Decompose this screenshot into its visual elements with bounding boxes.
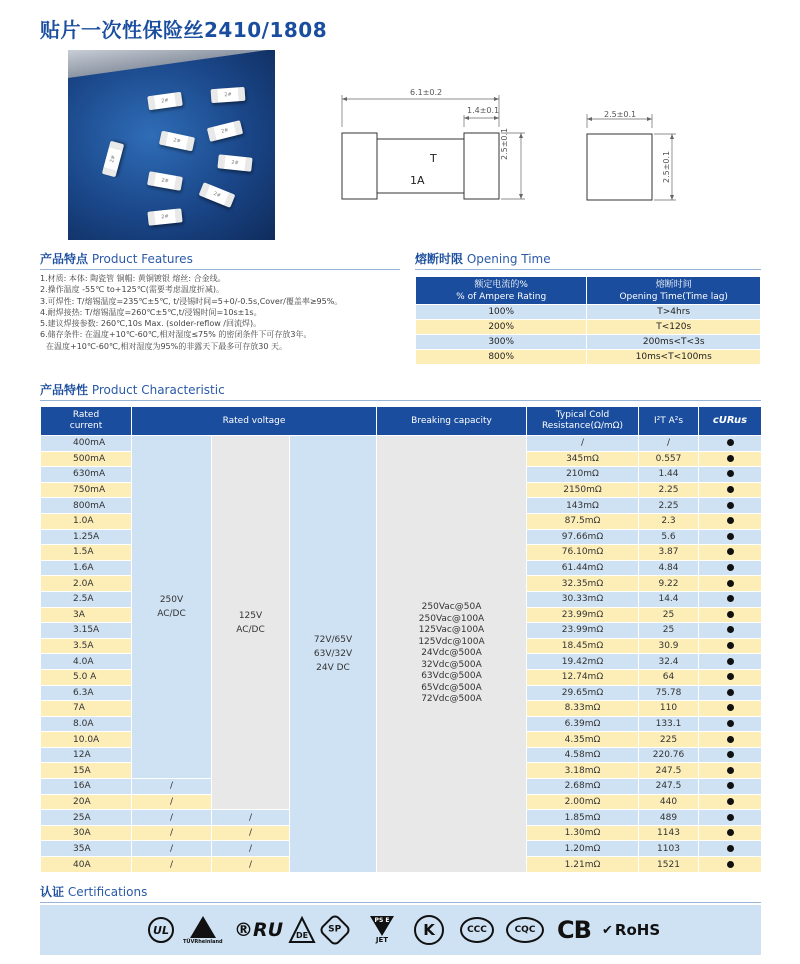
characteristic-table	[40, 406, 762, 872]
i2t-cell: 440	[639, 794, 699, 810]
approved-dot-icon	[727, 595, 734, 602]
ccc-icon: CCC	[460, 915, 494, 945]
certifications-bar	[40, 905, 761, 955]
voltage-125v-cell	[212, 436, 290, 810]
cb-icon: CB	[557, 916, 591, 944]
rated-current-cell: 15A	[41, 763, 132, 779]
opening-time: 10ms<T<100ms	[587, 350, 761, 365]
opening-row	[416, 350, 761, 365]
cold-resistance-cell: 4.35mΩ	[527, 732, 639, 748]
opening-time: T<120s	[587, 320, 761, 335]
i2t-cell: 110	[639, 701, 699, 717]
voltage-125v-na-cell: /	[212, 841, 290, 857]
cold-resistance-cell: 345mΩ	[527, 451, 639, 467]
chip-image: 2#	[147, 171, 183, 191]
i2t-cell: 2.25	[639, 482, 699, 498]
approved-dot-icon	[727, 548, 734, 555]
ul-approved-cell	[699, 810, 762, 826]
opening-percent: 800%	[416, 350, 587, 365]
jet-label: JET	[375, 936, 389, 944]
rated-current-cell: 3.15A	[41, 623, 132, 639]
opening-row	[416, 320, 761, 335]
approved-dot-icon	[727, 751, 734, 758]
ul-approved-cell	[699, 482, 762, 498]
voltage-125v-na-cell: /	[212, 825, 290, 841]
cold-resistance-cell: 2150mΩ	[527, 482, 639, 498]
i2t-cell: 32.4	[639, 654, 699, 670]
cold-resistance-cell: 8.33mΩ	[527, 701, 639, 717]
cold-resistance-cell: 143mΩ	[527, 498, 639, 514]
chip-image: 2#	[159, 131, 195, 152]
opening-time-heading: 熔断时限 Opening Time	[415, 250, 761, 270]
cur-us-icon: cURus	[712, 415, 748, 426]
approved-dot-icon	[727, 626, 734, 633]
ur-recognized-icon: ®RU	[234, 919, 284, 941]
voltage-250v-na-cell: /	[132, 841, 212, 857]
ul-approved-cell	[699, 591, 762, 607]
svg-text:DE: DE	[295, 931, 309, 940]
rated-current-cell: 4.0A	[41, 654, 132, 670]
ul-approved-cell	[699, 623, 762, 639]
rated-current-cell: 400mA	[41, 436, 132, 452]
rated-current-cell: 20A	[41, 794, 132, 810]
table-row	[41, 436, 762, 452]
i2t-cell: 4.84	[639, 560, 699, 576]
feature-line: 2.操作温度 -55℃ to+125℃(需要考虑温度折减)。	[40, 285, 224, 295]
ul-approved-cell	[699, 779, 762, 795]
cold-resistance-cell: 12.74mΩ	[527, 669, 639, 685]
chip-image: 2#	[147, 208, 182, 225]
rated-current-cell: 5.0 A	[41, 669, 132, 685]
feature-line: 1.材质: 本体: 陶瓷管 铜帽: 黄铜镀银 熔丝: 合金线。	[40, 274, 226, 283]
approved-dot-icon	[727, 580, 734, 587]
rated-current-cell: 630mA	[41, 467, 132, 483]
i2t-cell: 9.22	[639, 576, 699, 592]
approved-dot-icon	[727, 861, 734, 868]
col-breaking-capacity: Breaking capacity	[377, 407, 527, 436]
cold-resistance-cell: 2.68mΩ	[527, 779, 639, 795]
rated-current-cell: 30A	[41, 825, 132, 841]
ul-approved-cell	[699, 513, 762, 529]
i2t-cell: 1.44	[639, 467, 699, 483]
rated-current-cell: 6.3A	[41, 685, 132, 701]
approved-dot-icon	[727, 704, 734, 711]
vde-icon	[288, 915, 316, 945]
opening-percent: 300%	[416, 335, 587, 350]
ul-approved-cell	[699, 732, 762, 748]
i2t-cell: 30.9	[639, 638, 699, 654]
ul-approved-cell	[699, 436, 762, 452]
rated-current-cell: 8.0A	[41, 716, 132, 732]
approved-dot-icon	[727, 673, 734, 680]
dim-end-width: 2.5±0.1	[604, 110, 637, 119]
voltage-250v-na-cell: /	[132, 779, 212, 795]
rated-current-cell: 1.5A	[41, 545, 132, 561]
rated-current-cell: 1.0A	[41, 513, 132, 529]
rated-current-cell: 1.6A	[41, 560, 132, 576]
i2t-cell: 247.5	[639, 779, 699, 795]
approved-dot-icon	[727, 782, 734, 789]
chip-image: 2#	[147, 92, 183, 111]
approved-dot-icon	[727, 845, 734, 852]
i2t-cell: /	[639, 436, 699, 452]
ul-approved-cell	[699, 545, 762, 561]
cqc-icon: CQC	[506, 915, 544, 945]
features-heading: 产品特点 Product Features	[40, 250, 400, 270]
dim-end-cap: 1.4±0.1	[467, 106, 500, 115]
cold-resistance-cell: 4.58mΩ	[527, 747, 639, 763]
i2t-cell: 25	[639, 623, 699, 639]
cold-resistance-cell: 29.65mΩ	[527, 685, 639, 701]
i2t-cell: 225	[639, 732, 699, 748]
approved-dot-icon	[727, 798, 734, 805]
ul-approved-cell	[699, 747, 762, 763]
cold-resistance-cell: 18.45mΩ	[527, 638, 639, 654]
ul-approved-cell	[699, 560, 762, 576]
cold-resistance-cell: 97.66mΩ	[527, 529, 639, 545]
breaking-capacity-line: 125Vdc@100A	[418, 636, 485, 647]
i2t-cell: 1521	[639, 857, 699, 873]
i2t-cell: 220.76	[639, 747, 699, 763]
approved-dot-icon	[727, 720, 734, 727]
body-marking-rating: 1A	[410, 174, 425, 187]
opening-percent: 200%	[416, 320, 587, 335]
chip-image: 2#	[199, 182, 236, 208]
col-ul-recognition	[699, 407, 762, 436]
i2t-cell: 5.6	[639, 529, 699, 545]
breaking-capacity-cell	[377, 436, 527, 873]
chip-image: 2#	[102, 141, 124, 177]
certifications-heading: 认证 Certifications	[40, 883, 761, 903]
voltage-250v-na-cell: /	[132, 810, 212, 826]
i2t-cell: 3.87	[639, 545, 699, 561]
i2t-cell: 14.4	[639, 591, 699, 607]
dim-height-left: 2.5±0.1	[500, 127, 509, 160]
opening-row	[416, 335, 761, 350]
feature-line: 3.可焊性: T/熔锡温度=235℃±5℃, t/浸锡时间=5+0/-0.5s,Cover/覆盖率≥95%。	[40, 296, 343, 306]
approved-dot-icon	[727, 767, 734, 774]
ul-approved-cell	[699, 685, 762, 701]
feature-line: 4.耐焊接热: T/熔锡温度=260℃±5℃,t/浸锡时间=10s±1s。	[40, 307, 262, 317]
ul-approved-cell	[699, 825, 762, 841]
rated-current-cell: 16A	[41, 779, 132, 795]
voltage-dc-line: 24V DC	[316, 663, 350, 674]
cold-resistance-cell: 30.33mΩ	[527, 591, 639, 607]
features-list	[40, 273, 400, 352]
ul-approved-cell	[699, 841, 762, 857]
voltage-dc-line: 63V/32V	[313, 649, 353, 660]
i2t-cell: 0.557	[639, 451, 699, 467]
i2t-cell: 133.1	[639, 716, 699, 732]
cold-resistance-cell: 1.30mΩ	[527, 825, 639, 841]
ul-approved-cell	[699, 857, 762, 873]
breaking-capacity-line: 125Vac@100A	[418, 625, 485, 636]
breaking-capacity-line: 250Vac@50A	[421, 602, 482, 613]
body-marking-t: T	[430, 152, 437, 165]
cold-resistance-cell: 2.00mΩ	[527, 794, 639, 810]
i2t-cell: 1143	[639, 825, 699, 841]
cold-resistance-cell: 210mΩ	[527, 467, 639, 483]
opening-time-table	[415, 276, 761, 365]
rated-current-cell: 35A	[41, 841, 132, 857]
rated-current-cell: 2.5A	[41, 591, 132, 607]
i2t-cell: 25	[639, 607, 699, 623]
approved-dot-icon	[727, 829, 734, 836]
rated-current-cell: 3.5A	[41, 638, 132, 654]
rated-current-cell: 2.0A	[41, 576, 132, 592]
breaking-capacity-line: 24Vdc@500A	[421, 648, 482, 659]
rated-current-cell: 1.25A	[41, 529, 132, 545]
voltage-dc-line: 72V/65V	[313, 635, 353, 646]
cold-resistance-cell: 87.5mΩ	[527, 513, 639, 529]
cold-resistance-cell: 6.39mΩ	[527, 716, 639, 732]
ul-approved-cell	[699, 794, 762, 810]
approved-dot-icon	[727, 642, 734, 649]
col-i2t: I²T A²s	[639, 407, 699, 436]
feature-line: 在温度+10℃-60℃,相对湿度为95%的非露天下最多可存放30 天。	[46, 341, 287, 351]
opening-row	[416, 305, 761, 320]
opening-time: T>4hrs	[587, 305, 761, 320]
voltage-250v-na-cell: /	[132, 825, 212, 841]
approved-dot-icon	[727, 502, 734, 509]
voltage-250v-na-cell: /	[132, 857, 212, 873]
approved-dot-icon	[727, 533, 734, 540]
csa-icon: SP	[323, 915, 347, 945]
ul-approved-cell	[699, 576, 762, 592]
ul-approved-cell	[699, 607, 762, 623]
approved-dot-icon	[727, 486, 734, 493]
chip-image: 2#	[217, 154, 252, 171]
i2t-cell: 75.78	[639, 685, 699, 701]
rated-current-cell: 25A	[41, 810, 132, 826]
breaking-capacity-line: 63Vdc@500A	[421, 671, 482, 682]
i2t-cell: 2.3	[639, 513, 699, 529]
tuv-rheinland-icon: TÜVRheinland	[183, 915, 223, 945]
pse-icon: PS E JET	[370, 915, 394, 945]
ul-approved-cell	[699, 716, 762, 732]
cold-resistance-cell: 23.99mΩ	[527, 623, 639, 639]
voltage-250v-line: 250V	[159, 595, 184, 606]
cold-resistance-cell: 76.10mΩ	[527, 545, 639, 561]
rated-current-cell: 10.0A	[41, 732, 132, 748]
approved-dot-icon	[727, 814, 734, 821]
i2t-cell: 64	[639, 669, 699, 685]
col-cold-resistance: Typical Cold Resistance(Ω/mΩ)	[527, 407, 639, 436]
voltage-125v-line: 125V	[238, 610, 263, 621]
col-rated-voltage: Rated voltage	[132, 407, 377, 436]
chip-image: 2#	[207, 120, 243, 142]
approved-dot-icon	[727, 736, 734, 743]
characteristic-heading: 产品特性 Product Characteristic	[40, 381, 761, 401]
ul-approved-cell	[699, 498, 762, 514]
ul-approved-cell	[699, 529, 762, 545]
feature-line: 6.储存条件: 在温度+10℃-60℃,相对湿度≤75% 的密闭条件下可存放3年。	[40, 330, 312, 340]
cold-resistance-cell: 1.21mΩ	[527, 857, 639, 873]
i2t-cell: 489	[639, 810, 699, 826]
i2t-cell: 1103	[639, 841, 699, 857]
breaking-capacity-line: 250Vac@100A	[418, 613, 485, 624]
cold-resistance-cell: 19.42mΩ	[527, 654, 639, 670]
voltage-250v-na-cell: /	[132, 794, 212, 810]
approved-dot-icon	[727, 455, 734, 462]
ul-approved-cell	[699, 654, 762, 670]
product-photo	[68, 50, 275, 240]
ul-approved-cell	[699, 701, 762, 717]
approved-dot-icon	[727, 470, 734, 477]
opening-col-percent: 额定电流的% % of Ampere Rating	[416, 277, 587, 305]
voltage-250v-cell	[132, 436, 212, 779]
voltage-125v-na-cell: /	[212, 810, 290, 826]
cold-resistance-cell: 32.35mΩ	[527, 576, 639, 592]
approved-dot-icon	[727, 439, 734, 446]
chip-image: 2#	[211, 87, 246, 103]
rohs-icon: ✔ RoHS	[602, 921, 661, 939]
voltage-250v-line: AC/DC	[157, 609, 186, 620]
i2t-cell: 247.5	[639, 763, 699, 779]
cold-resistance-cell: 23.99mΩ	[527, 607, 639, 623]
ul-listed-icon: UL	[148, 915, 174, 945]
breaking-capacity-line: 72Vdc@500A	[421, 694, 482, 705]
rated-current-cell: 3A	[41, 607, 132, 623]
cold-resistance-cell: 1.85mΩ	[527, 810, 639, 826]
approved-dot-icon	[727, 564, 734, 571]
tape-strip	[68, 50, 275, 78]
rated-current-cell: 7A	[41, 701, 132, 717]
voltage-dc-cell	[290, 436, 377, 873]
col-rated-current: Rated current	[41, 407, 132, 436]
breaking-capacity-line: 65Vdc@500A	[421, 682, 482, 693]
voltage-125v-line: AC/DC	[236, 624, 265, 635]
dim-end-height: 2.5±0.1	[662, 150, 671, 183]
breaking-capacity-line: 32Vdc@500A	[421, 659, 482, 670]
voltage-125v-na-cell: /	[212, 857, 290, 873]
cold-resistance-cell: 1.20mΩ	[527, 841, 639, 857]
approved-dot-icon	[727, 689, 734, 696]
approved-dot-icon	[727, 611, 734, 618]
rated-current-cell: 500mA	[41, 451, 132, 467]
kc-icon: K	[414, 915, 444, 945]
cold-resistance-cell: 3.18mΩ	[527, 763, 639, 779]
opening-percent: 100%	[416, 305, 587, 320]
cold-resistance-cell: 61.44mΩ	[527, 560, 639, 576]
rated-current-cell: 800mA	[41, 498, 132, 514]
page-title: 贴片一次性保险丝2410/1808	[40, 18, 328, 42]
ul-approved-cell	[699, 451, 762, 467]
i2t-cell: 2.25	[639, 498, 699, 514]
ul-approved-cell	[699, 763, 762, 779]
approved-dot-icon	[727, 658, 734, 665]
ul-approved-cell	[699, 638, 762, 654]
rated-current-cell: 40A	[41, 857, 132, 873]
feature-line: 5.建议焊接参数: 260℃,10s Max. (solder-reflow /回流焊)。	[40, 319, 262, 329]
opening-col-time: 熔断时间 Opening Time(Time lag)	[587, 277, 761, 305]
ul-approved-cell	[699, 669, 762, 685]
cold-resistance-cell: /	[527, 436, 639, 452]
opening-time: 200ms<T<3s	[587, 335, 761, 350]
rated-current-cell: 12A	[41, 747, 132, 763]
dim-total-length: 6.1±0.2	[410, 88, 443, 97]
rated-current-cell: 750mA	[41, 482, 132, 498]
approved-dot-icon	[727, 517, 734, 524]
ul-approved-cell	[699, 467, 762, 483]
